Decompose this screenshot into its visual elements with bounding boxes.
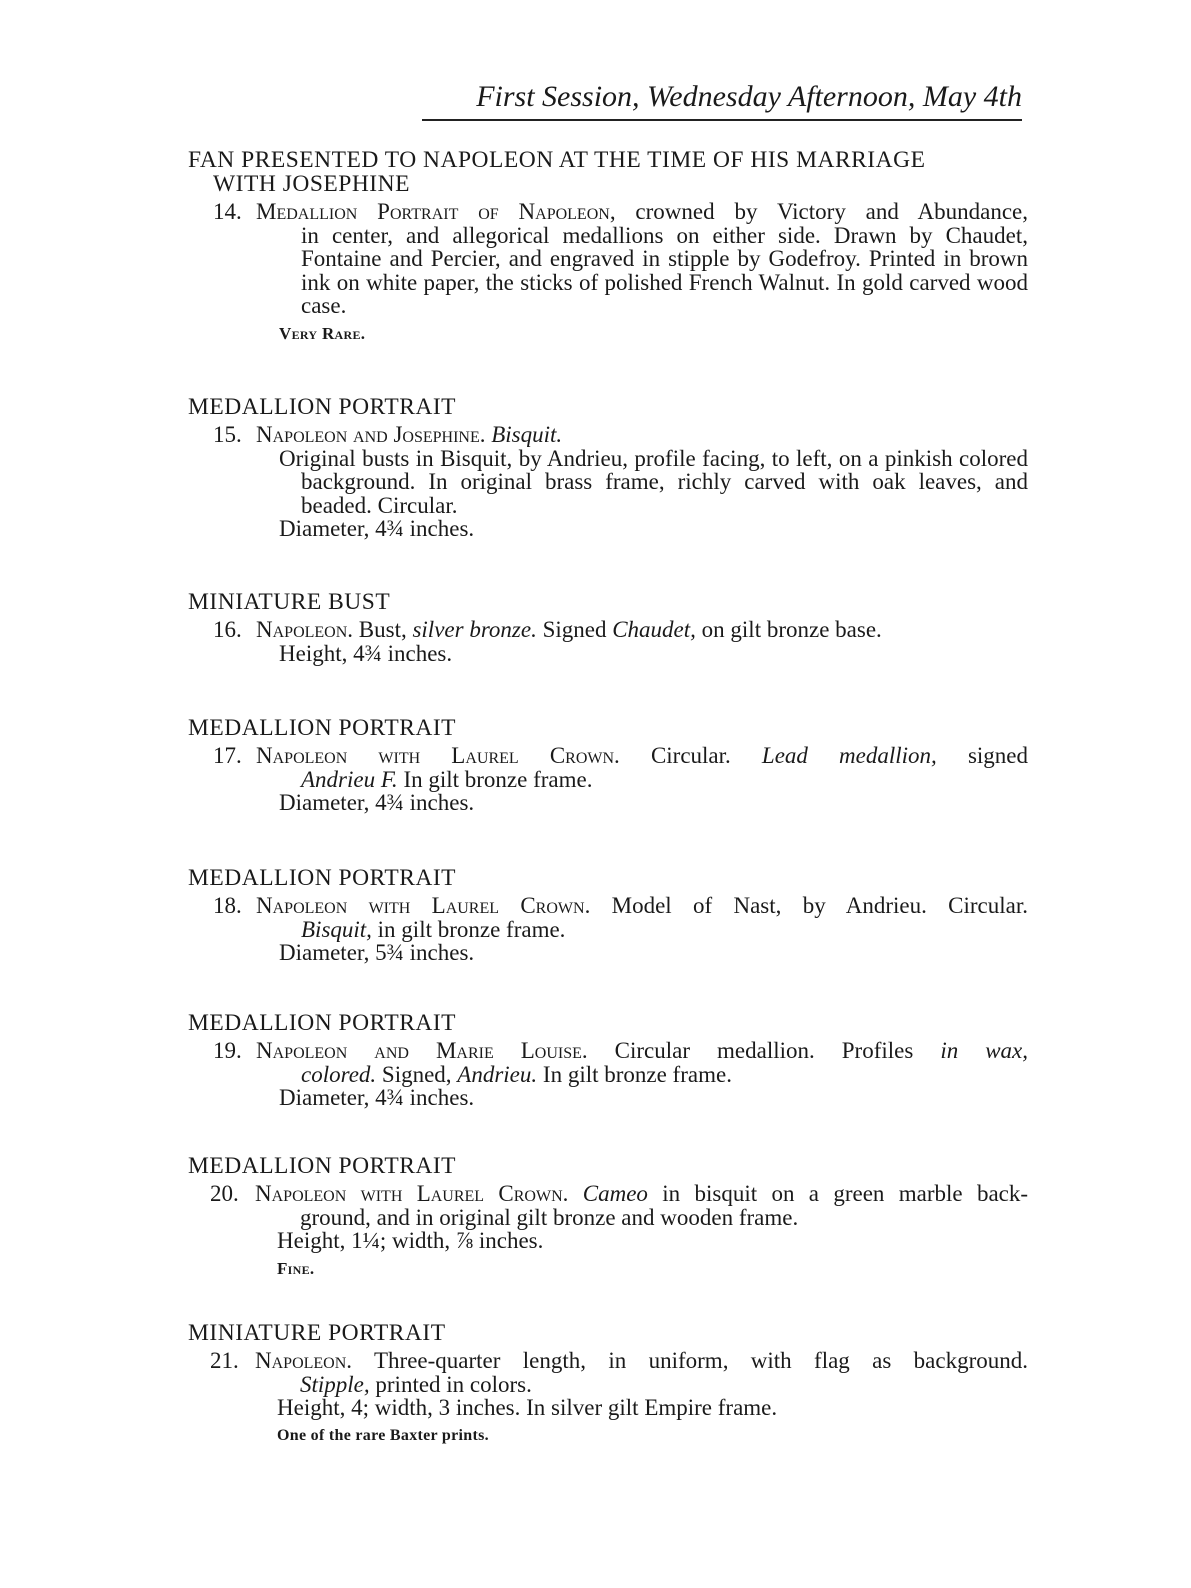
lot-text: on gilt bronze base.	[701, 617, 882, 642]
lot-title: Napoleon.	[256, 617, 354, 642]
lot-text: Circular medallion. Profiles	[614, 1038, 914, 1063]
header-rule	[422, 119, 1022, 121]
lot-16	[188, 590, 1028, 665]
lot-text: signed	[967, 743, 1028, 768]
lot-size: Height, 4; width, 3 inches. In silver gilt Empire frame.	[277, 1395, 778, 1420]
lot-text: In gilt bronze frame.	[542, 1061, 732, 1087]
lot-signer: Andrieu.	[457, 1061, 538, 1087]
lot-19	[188, 1011, 1028, 1110]
lot-signer: Chaudet,	[612, 617, 696, 642]
lot-heading: MINIATURE PORTRAIT	[188, 1320, 446, 1346]
lot-18	[188, 866, 1028, 965]
running-header: First Session, Wednesday Afternoon, May 4th	[476, 80, 1022, 113]
lot-text: Three-quarter length, in uniform, with flag as background.	[373, 1348, 1028, 1373]
lot-size: Height, 1¼; width, ⅞ inches.	[277, 1228, 544, 1253]
lot-medium: Stipple,	[300, 1371, 370, 1397]
lot-title: Napoleon with Laurel Crown.	[255, 1181, 569, 1206]
lot-number: 21.	[210, 1348, 239, 1373]
lot-heading: MEDALLION PORTRAIT	[188, 865, 457, 891]
lot-size: Height, 4¾ inches.	[279, 640, 453, 666]
lot-text: , crowned by Victory and Abundance,	[609, 199, 1028, 224]
lot-text: Model of Nast, by Andrieu. Circular.	[611, 893, 1028, 918]
lot-size: Diameter, 4¾ inches.	[279, 516, 475, 541]
lot-description: Original busts in Bisquit, by Andrieu, profile facing, to left, on a pinkish colored background. In original brass frame, richly carved with oak leaves, and beaded. Circular.	[279, 445, 1028, 518]
lot-medium: Cameo	[582, 1181, 648, 1206]
lot-text: Bust,	[358, 617, 407, 642]
lot-text: In gilt bronze frame.	[403, 766, 593, 792]
lot-title: Napoleon with Laurel Crown.	[256, 893, 591, 918]
lot-number: 14.	[213, 199, 242, 224]
lot-text-cont: ground, and in original gilt bronze and wooden frame.	[300, 1204, 799, 1230]
lot-20	[188, 1154, 1028, 1280]
lot-heading: MEDALLION PORTRAIT	[188, 715, 457, 741]
lot-description: in center, and allegorical medallions on either side. Drawn by Chaudet, Fontaine and Percier, and engraved in stipple by Godefroy. Printed in brown ink on white paper, the sticks of polished French Walnut. In gold carved wood case.	[301, 222, 1028, 318]
lot-17	[188, 716, 1028, 815]
lot-number: 15.	[213, 422, 242, 447]
lot-text: Signed	[542, 617, 607, 642]
lot-number: 19.	[213, 1038, 242, 1063]
lot-medium: Bisquit,	[301, 916, 372, 942]
lot-heading: MINIATURE BUST	[188, 589, 391, 615]
lot-number: 16.	[213, 617, 242, 642]
lot-text: in gilt bronze frame.	[377, 916, 566, 942]
lot-size: Diameter, 5¾ inches.	[279, 940, 475, 965]
lot-text: in bisquit on a green marble back-	[662, 1181, 1029, 1206]
lot-text: Circular.	[650, 743, 731, 768]
lot-size: Diameter, 4¾ inches.	[279, 790, 475, 815]
lot-number: 20.	[210, 1181, 239, 1206]
lot-text: printed in colors.	[375, 1371, 532, 1397]
lot-heading: MEDALLION PORTRAIT	[188, 1153, 457, 1179]
lot-heading: MEDALLION PORTRAIT	[188, 1010, 457, 1036]
lot-title: Napoleon with Laurel Crown.	[256, 743, 620, 768]
lot-title: Napoleon and Josephine.	[256, 422, 486, 447]
lot-heading: MEDALLION PORTRAIT	[188, 394, 457, 420]
lot-note: Very Rare.	[279, 323, 366, 343]
lot-medium-cont: colored.	[301, 1061, 377, 1087]
lot-medium: Bisquit.	[491, 422, 563, 447]
lot-15	[188, 395, 1028, 541]
lot-note: One of the rare Baxter prints.	[277, 1426, 489, 1444]
lot-heading-cont: WITH JOSEPHINE	[213, 171, 410, 197]
lot-number: 17.	[213, 743, 242, 768]
lot-medium: Lead medallion,	[761, 743, 937, 768]
lot-title: Napoleon.	[255, 1348, 353, 1373]
lot-text: Signed,	[381, 1061, 452, 1087]
lot-medium: silver bronze.	[412, 617, 537, 642]
lot-title: Napoleon and Marie Louise.	[256, 1038, 588, 1063]
lot-note: Fine.	[277, 1258, 315, 1278]
lot-size: Diameter, 4¾ inches.	[279, 1085, 475, 1110]
lot-title: Medallion Portrait of Napoleon	[256, 199, 610, 224]
lot-heading: FAN PRESENTED TO NAPOLEON AT THE TIME OF HIS MARRIAGE	[188, 147, 926, 173]
lot-14	[188, 148, 1028, 345]
lot-signer: Andrieu F.	[301, 766, 398, 792]
lot-number: 18.	[213, 893, 242, 918]
lot-medium: in wax,	[940, 1038, 1029, 1063]
lot-21	[188, 1321, 1028, 1447]
